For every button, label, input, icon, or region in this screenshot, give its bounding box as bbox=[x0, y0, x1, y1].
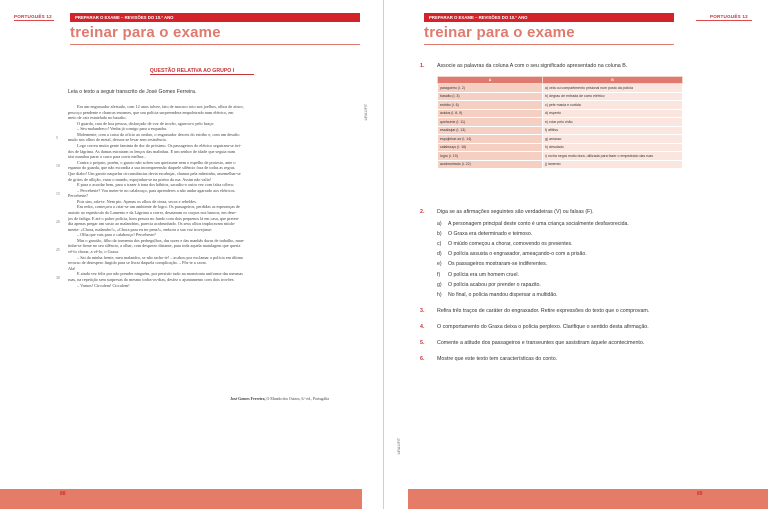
line-number: 20 bbox=[56, 220, 60, 224]
passage-line: Que diabo! Um garoto naquelas circunstâncias devia escabujar, chamar pela mãezinha, assemelhar-se bbox=[68, 170, 241, 176]
line-number: 10 bbox=[56, 164, 60, 168]
statement-item bbox=[437, 282, 541, 288]
statement-text: O polícia acabou por prender o rapazito. bbox=[448, 281, 541, 288]
meaning-cell: j) lamento bbox=[543, 160, 683, 169]
question-text: Comente a atitude dos passageiros e transeuntes que assistiram àquele acontecimento. bbox=[437, 340, 645, 346]
question-3 bbox=[420, 308, 649, 314]
page-footer-bar bbox=[0, 489, 362, 509]
table-row bbox=[438, 126, 683, 135]
question-number: 5. bbox=[420, 340, 425, 346]
passage-line: – Vamos! Circulem! Circulem! bbox=[77, 282, 130, 288]
passage-line: Percebeste? bbox=[68, 193, 89, 199]
meaning-cell: d) esperto bbox=[543, 109, 683, 118]
term-cell: estribo (l. 6) bbox=[438, 101, 543, 110]
question-1 bbox=[420, 63, 627, 69]
page-number: 89 bbox=[697, 491, 703, 497]
meaning-cell: a) cela ou compartimento prisional num posto da polícia bbox=[543, 84, 683, 93]
matching-table bbox=[437, 76, 683, 169]
passage-intro: Leia o texto a seguir transcrito de José Gomes Ferreira. bbox=[68, 89, 197, 95]
passage-line: – Seu malandreco! Venha já comigo para a esquadra. bbox=[77, 126, 167, 132]
statement-letter: e) bbox=[437, 261, 442, 268]
question-number: 1. bbox=[420, 63, 425, 69]
passage-line: Ala! bbox=[68, 265, 76, 271]
passage-line: – Percebeste? Vou meter-te no calabouço, para aprenderes a não andar agarrado aos elétricos. bbox=[77, 187, 236, 193]
meaning-cell: i) rocha negra muito dura, utilizada para fazer o empedrado das ruas bbox=[543, 152, 683, 161]
side-code: LIRA10FIT bbox=[364, 104, 368, 121]
passage-line: Mas o garotão, filho da tormenta dos pedregulhos, das urzes e das manhãs duras de trabalho, man- bbox=[77, 237, 245, 243]
statement-text: Os passageiros mostraram-se indiferentes. bbox=[448, 261, 548, 268]
section-band: PREPARAR O EXAME – REVISÕES DO 10.º ANO bbox=[70, 13, 360, 22]
section-title: treinar para o exame bbox=[70, 24, 221, 41]
passage-line: E ainda vez feliz por não prender ninguém, por persistir tudo na monotonia uniforme das mesmas bbox=[77, 271, 243, 277]
title-rule bbox=[424, 44, 674, 45]
term-cell: calabouço (l. 16) bbox=[438, 143, 543, 152]
passage-line: meio de cair estatelado no basalto. bbox=[68, 115, 127, 121]
passage-line: – Sai da minha frente, meu malandro, se não racho-te! – acabou por exclamar o polícia em último bbox=[77, 254, 244, 260]
passage-line: Contra o próprio, porém, o garoto não sofreu um queixume nem o espelho de protesto, ante o bbox=[77, 159, 236, 165]
term-cell: basalto (l. 3) bbox=[438, 92, 543, 101]
passage-line: espanto do guarda, que não escondia a sua incompreensão daquele silêncio fora de todas as regras. bbox=[68, 165, 236, 171]
passage-line: – Olha que vais para o calabouço! Percebeste? bbox=[77, 232, 156, 238]
meaning-cell: e) rolar pelo chão bbox=[543, 118, 683, 127]
line-number: 30 bbox=[56, 276, 60, 280]
term-cell: paragoeiro (l. 2) bbox=[438, 84, 543, 93]
source-author: José Gomes Ferreira, bbox=[230, 397, 266, 401]
passage-line: jos de fadiga. E até o pobre polícia, bom pessoa no fundo com dois pequenos lá em casa, que preten- bbox=[68, 215, 240, 221]
statement-item bbox=[437, 231, 532, 237]
question-2 bbox=[420, 209, 594, 215]
passage-line: E para o acordar bem, para o trazer à tona dos hábitos, sacudiu-o outra vez com falsa cólera: bbox=[77, 182, 234, 188]
passage-line: Molemente, com a caixa do ofício ao ombro, o engraxador desceu do estribo e, com um desafio bbox=[77, 131, 240, 137]
passage-line: recurso de desespero fingido para se livrar daquela complicação. – Pôs-te a cavar. bbox=[68, 260, 207, 266]
table-row bbox=[438, 109, 683, 118]
passage-line: de gritos de aflição, varar o mundo, espojinhar-se na poeira da rua. Assim não valia! bbox=[68, 176, 212, 182]
passage-line: Pois sim, rala-te. Nem pio. Apenas os olhos de cinza, secos e rebeldes. bbox=[77, 198, 197, 204]
passage-line: Logo correu muita gente faminta de dor do próximo. Os passageiros do elétrico seguiram-se ávi- bbox=[77, 143, 242, 149]
statement-letter: h) bbox=[437, 291, 442, 298]
statement-item bbox=[437, 241, 573, 247]
section-title: treinar para o exame bbox=[424, 24, 575, 41]
question-text: Diga se as afirmações seguintes são verdadeiras (V) ou falsas (F). bbox=[437, 209, 594, 215]
statement-text: O Graxa era determinado e teimoso. bbox=[448, 231, 533, 238]
question-number: 6. bbox=[420, 356, 425, 362]
passage-line: vê-lo chorar, a vê-lo, o Graxa. bbox=[68, 249, 120, 255]
statement-letter: d) bbox=[437, 251, 442, 258]
passage-line: tinha-se firme no seu silêncio, a olhar, com desprezo distante, para toda aquela matulagem que queria bbox=[68, 243, 241, 249]
passage-line: Em redor, começava a criar-se um ambiente de logro. Os passageiros, perdidas as esperanças de bbox=[77, 204, 240, 210]
statement-text: A personagem principal deste conto é uma criança socialmente desfavorecida. bbox=[448, 221, 629, 227]
question-text: Associe as palavras da coluna A com o seu significado apresentado na coluna B. bbox=[437, 63, 628, 69]
meaning-cell: c) pele macia e curtida bbox=[543, 101, 683, 110]
passage-line: pescoço pendente e chancas enormes, que um polícia surpreendera empoleirado num elétrico, em bbox=[68, 109, 234, 115]
table-row bbox=[438, 118, 683, 127]
question-number: 4. bbox=[420, 324, 425, 330]
statement-item bbox=[437, 251, 587, 257]
table-row bbox=[438, 152, 683, 161]
line-number: 15 bbox=[56, 192, 60, 196]
passage-line: dos de lágrima. As damas estrairam os lenços das malinhas. E um senhor de idade que seguia num bbox=[68, 148, 236, 154]
statement-item bbox=[437, 221, 629, 227]
question-4 bbox=[420, 324, 649, 330]
line-number: 5 bbox=[56, 136, 58, 140]
passage-text bbox=[68, 104, 362, 288]
question-5 bbox=[420, 340, 644, 346]
term-cell: ávidos (l. 8, 9) bbox=[438, 109, 543, 118]
question-number: 2. bbox=[420, 209, 425, 215]
question-group-title: QUESTÃO RELATIVA AO GRUPO I bbox=[149, 68, 235, 74]
source-work: O Mundo dos Outros, 6.ª ed., Portugália bbox=[265, 397, 329, 401]
question-text: Refira três traços de caráter do engraxador. Retire expressões do texto que o comprovam. bbox=[437, 308, 650, 314]
page-number: 88 bbox=[60, 491, 66, 497]
meaning-cell: h) desolado bbox=[543, 143, 683, 152]
page-footer-bar bbox=[408, 489, 768, 509]
line-number: 25 bbox=[56, 248, 60, 252]
subject-label: PORTUGUÊS 12 bbox=[710, 14, 748, 19]
title-rule bbox=[70, 44, 360, 45]
question-text: O comportamento do Graxa deixa o polícia perplexo. Clarifique o sentido desta afirmação. bbox=[437, 324, 649, 330]
statement-item bbox=[437, 292, 558, 298]
term-cell: logro (l. 19) bbox=[438, 152, 543, 161]
question-6 bbox=[420, 356, 557, 362]
passage-line: assistir ao espetáculo do Lamento e da Lágrima a correr, desataram os corpos nos bancos, em dese- bbox=[68, 209, 237, 215]
table-row bbox=[438, 160, 683, 169]
statement-text: O polícia era um homem cruel. bbox=[448, 271, 519, 278]
column-b-header: B bbox=[543, 77, 683, 84]
question-text: Mostre que este texto tem características do conto. bbox=[437, 356, 558, 362]
question-group-underline bbox=[150, 74, 254, 75]
side-code: LIRA10FIT bbox=[397, 438, 401, 455]
statement-text: No final, o polícia mandou dispersar a multidão. bbox=[448, 291, 558, 298]
section-band: PREPARAR O EXAME – REVISÕES DO 10.º ANO bbox=[424, 13, 674, 22]
statement-letter: g) bbox=[437, 281, 442, 288]
passage-line: táxi mandou parar o carro para ouvir melhor... bbox=[68, 154, 147, 160]
statement-letter: f) bbox=[437, 271, 441, 278]
statement-letter: b) bbox=[437, 231, 442, 238]
term-cell: escabujar (l. 13) bbox=[438, 126, 543, 135]
table-row bbox=[438, 143, 683, 152]
passage-line: O guarda, cara de boa pessoa, disfarçado de voz de trovão, agarrou-o pelo braço: bbox=[77, 120, 215, 126]
subject-rule bbox=[696, 20, 752, 21]
statement-item bbox=[437, 272, 519, 278]
passage-line: mudo nos olhos de metal, deixou-se levar sem resistência. bbox=[68, 137, 167, 143]
table-row bbox=[438, 135, 683, 144]
meaning-cell: f) aflitivo bbox=[543, 126, 683, 135]
subject-rule bbox=[14, 20, 54, 21]
statement-item bbox=[437, 261, 547, 267]
passage-source bbox=[230, 397, 329, 401]
passage-line: Era um engraxador aleixado, com 12 anos talvez, fato de macaco roto nos joelhos, olhos de zinco, bbox=[77, 104, 244, 109]
statement-letter: a) bbox=[437, 221, 442, 227]
meaning-cell: g) ansioso bbox=[543, 135, 683, 144]
column-a-header: A bbox=[438, 77, 543, 84]
subject-label: PORTUGUÊS 12 bbox=[14, 14, 52, 19]
passage-line: mente: «Chora, malandro!», «Chora para eu ter pena!», embora a sua voz trovejasse: bbox=[68, 226, 213, 232]
statement-text: O miúdo começou a chorar, comovendo os presentes. bbox=[448, 241, 573, 248]
passage-line: dia apenas pregar um susto ao malandrim, parecia acabrunhado. Os seus olhos imploravam nitida- bbox=[68, 221, 235, 227]
statement-text: O polícia assusta o engraxador, ameaçando-o com a prisão. bbox=[448, 251, 587, 258]
term-cell: acabrunhado (l. 22) bbox=[438, 160, 543, 169]
term-cell: queixume (l. 11) bbox=[438, 118, 543, 127]
passage-line: ruas, na repetição sem surpresas do mesmo todos-os-dias, desfez o ajuntamento com dois trovões: bbox=[68, 276, 235, 282]
question-number: 3. bbox=[420, 308, 425, 314]
table-row bbox=[438, 84, 683, 93]
meaning-cell: b) degrau de entrada de carro elétrico bbox=[543, 92, 683, 101]
table-row bbox=[438, 92, 683, 101]
table-row bbox=[438, 101, 683, 110]
statement-letter: c) bbox=[437, 241, 442, 248]
term-cell: espojinhar-se (l. 14) bbox=[438, 135, 543, 144]
